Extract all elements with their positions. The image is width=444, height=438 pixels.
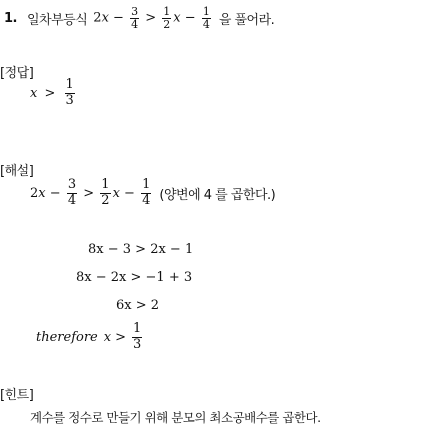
solution-therefore-line — [36, 322, 144, 353]
gt-sign: > — [115, 329, 126, 345]
problem-line — [4, 6, 274, 30]
hint-label-line — [0, 384, 33, 403]
solution-line-1 — [30, 178, 275, 209]
problem-suffix: 을 풀어라. — [218, 12, 275, 28]
fraction-1-4: $\frac{1}{4}$ — [142, 177, 151, 208]
fraction-3-4: $\frac{3}{4}$ — [131, 5, 139, 31]
answer-line — [30, 78, 77, 109]
problem-number: 1. — [4, 10, 17, 26]
minus-sign: − — [184, 10, 196, 26]
problem-prefix: 일차부등식 — [26, 12, 88, 28]
hint-line — [30, 408, 321, 426]
solution-label-line — [0, 160, 33, 179]
answer-label: [정답] — [0, 66, 34, 81]
solution-step-3: 6x > 2 — [116, 298, 160, 313]
var-x: x — [101, 10, 109, 26]
var-x: x — [30, 85, 38, 101]
therefore-fraction: $\frac{1}{3}$ — [133, 321, 142, 352]
var-x: x — [103, 329, 112, 345]
problem-inequality — [93, 6, 213, 30]
solution-label: [해설] — [0, 164, 34, 179]
gt-sign: > — [145, 10, 157, 26]
answer-label-line — [0, 62, 33, 81]
fraction-1-2: $\frac{1}{2}$ — [163, 5, 171, 31]
answer-fraction: $\frac{1}{3}$ — [65, 77, 74, 108]
var-x: x — [173, 10, 181, 26]
fraction-1-2: $\frac{1}{2}$ — [101, 177, 110, 208]
coef-2: 2 — [93, 10, 102, 26]
minus-sign: − — [113, 10, 124, 26]
gt-sign: > — [44, 85, 56, 101]
hint-text: 계수를 정수로 만들기 위해 분모의 최소공배수를 곱한다. — [30, 410, 321, 425]
solution-note: (양변에 4 를 곱한다.) — [159, 187, 276, 203]
answer-inequality — [30, 78, 77, 109]
solution-step-2: 8x − 2x > −1 + 3 — [76, 270, 193, 285]
solution-inequality: 2x − $\frac{3}{4}$ > $\frac{1}{2}$ x − $\frac{1}{4}$ — [30, 177, 151, 208]
therefore-word: therefore — [36, 329, 98, 345]
fraction-3-4: $\frac{3}{4}$ — [67, 177, 77, 208]
hint-label: [힌트] — [0, 388, 34, 403]
fraction-1-4: $\frac{1}{4}$ — [202, 5, 210, 31]
solution-step-1: 8x − 3 > 2x − 1 — [88, 242, 194, 257]
